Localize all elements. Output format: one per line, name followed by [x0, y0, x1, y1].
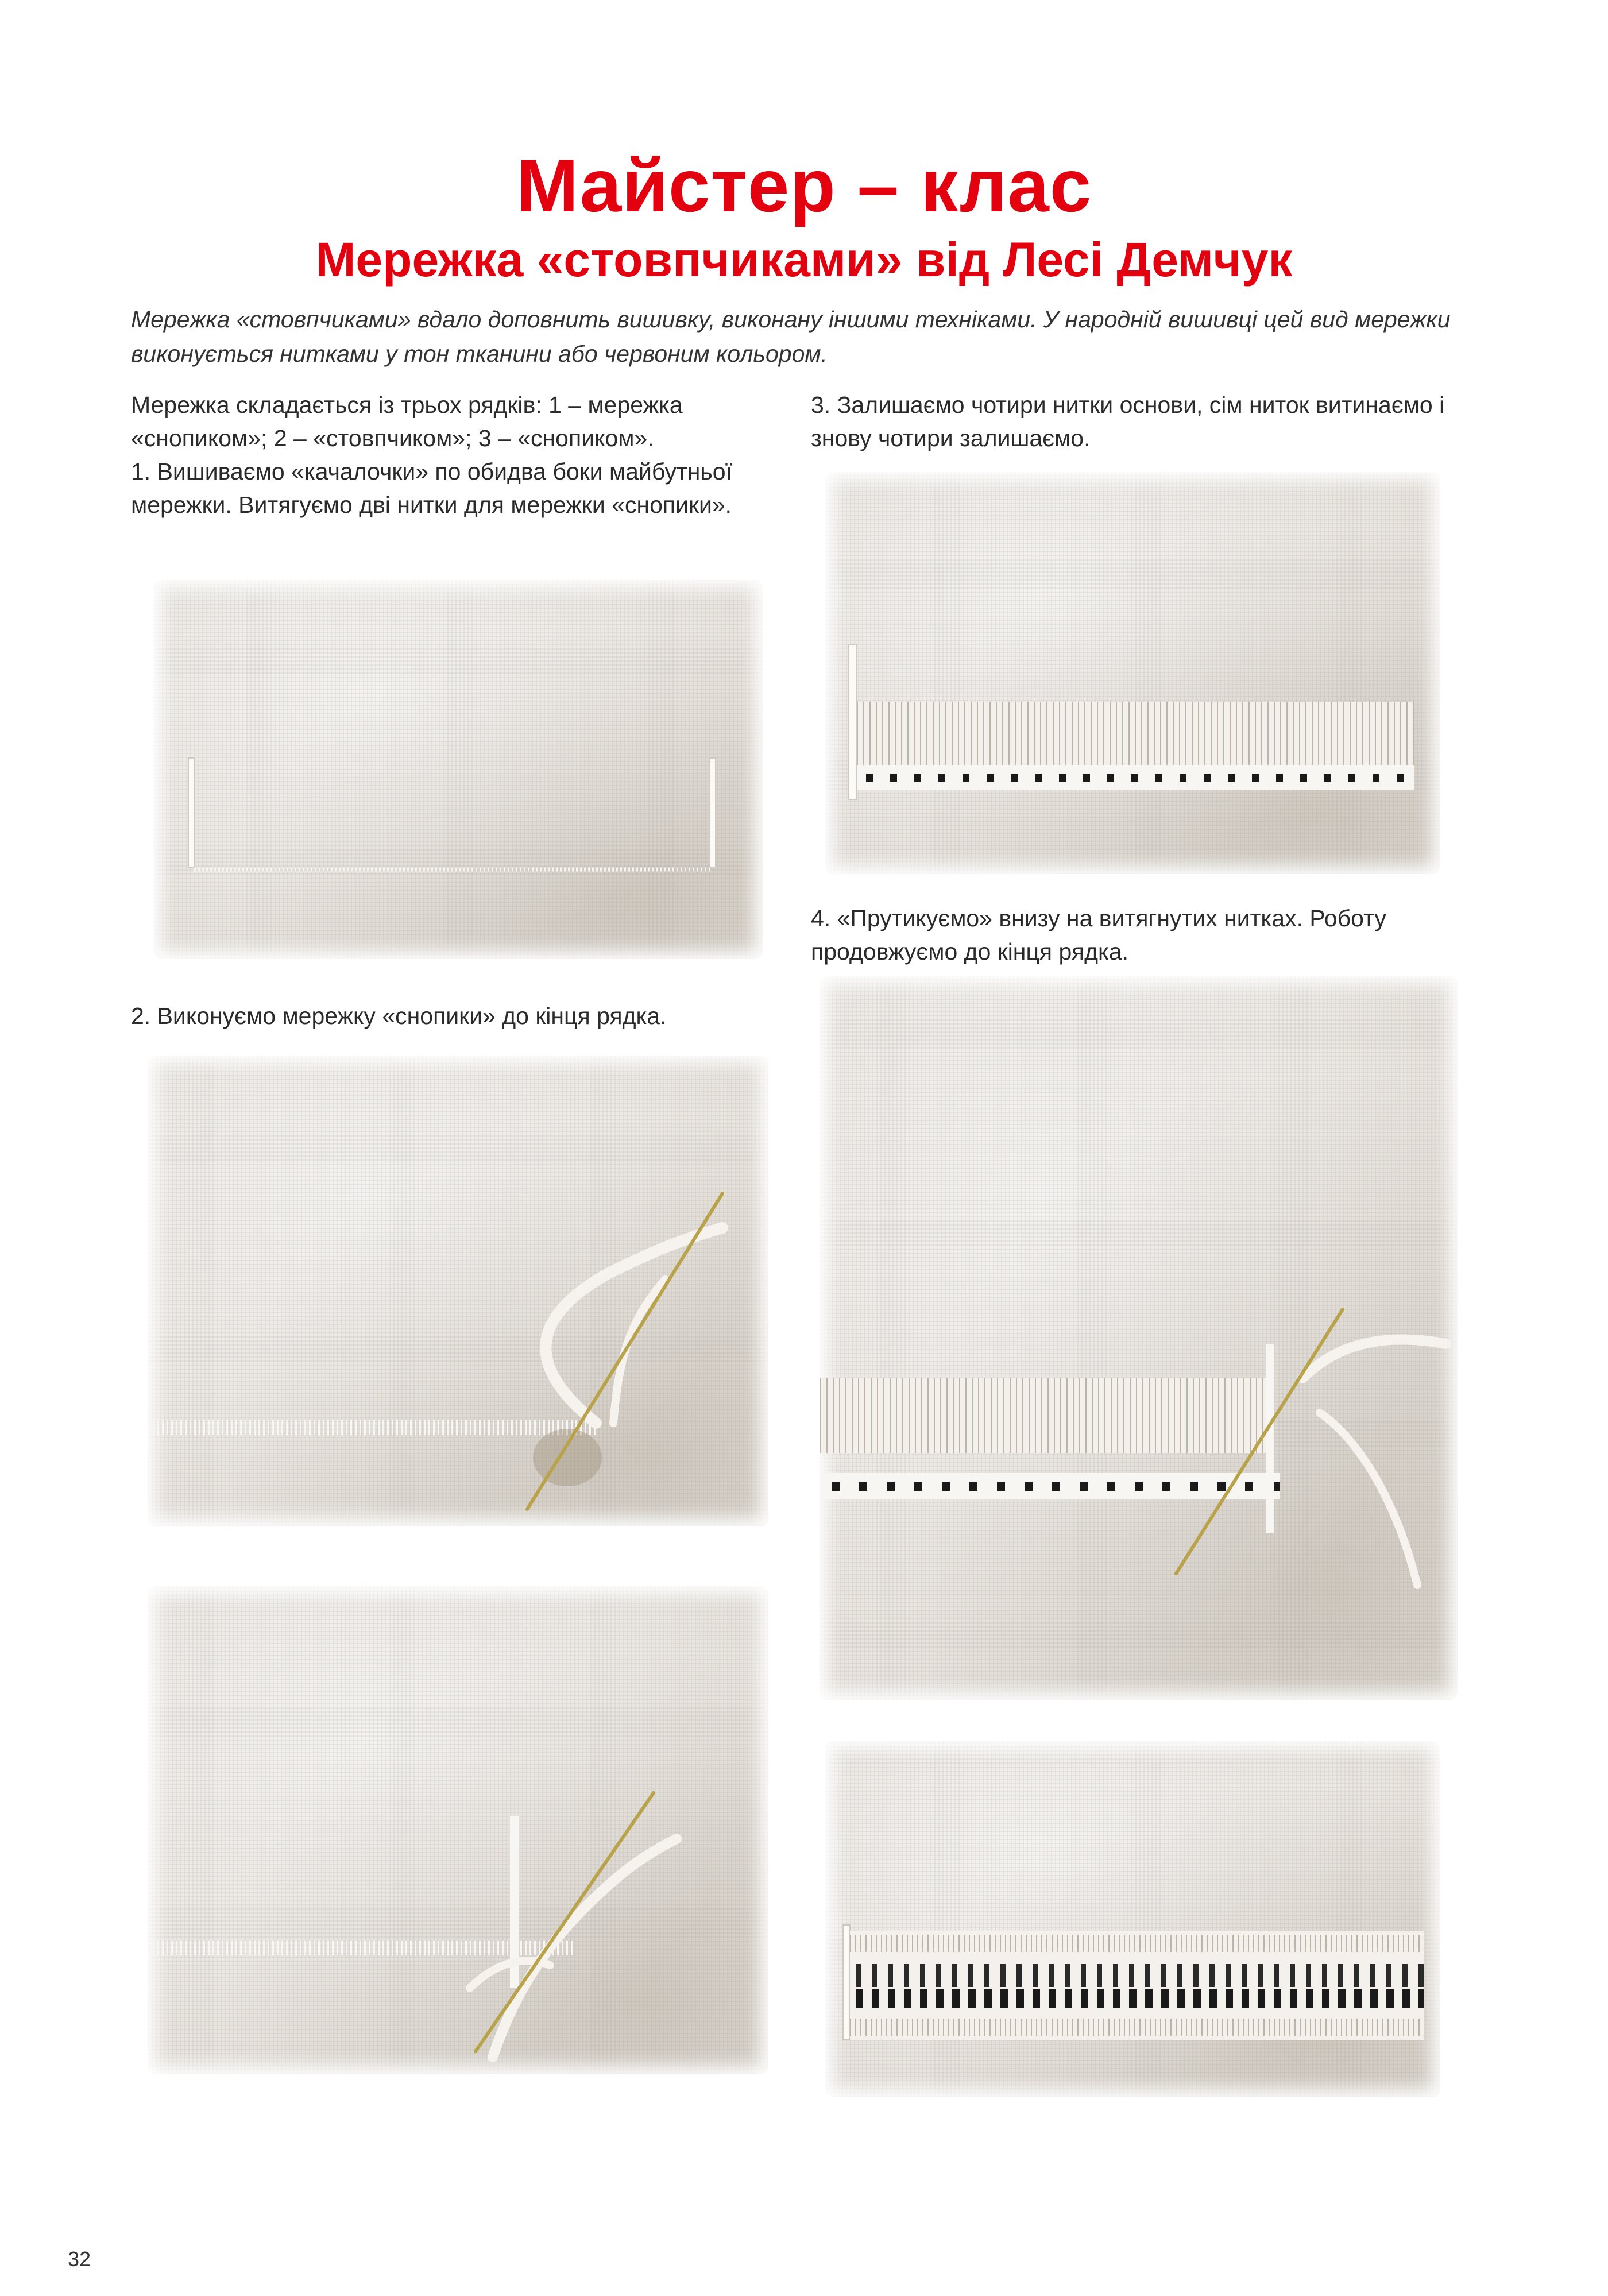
fabric-shadow: [533, 1429, 602, 1486]
step3-text: 3. Залишаємо чотири нитки основи, сім ниток витинаємо і знову чотири залишаємо.: [811, 392, 1445, 451]
kachalochka-left: [188, 758, 194, 867]
photo-step3: [826, 472, 1440, 874]
photo-step4-drawing: [820, 976, 1458, 1700]
kachalochka-right: [710, 758, 716, 867]
step2-text: 2. Виконуємо мережку «снопики» до кінця рядка.: [131, 1003, 667, 1029]
step4-text: 4. «Прутикуємо» внизу на витягнутих нитках. Роботу продовжуємо до кінця рядка.: [811, 905, 1386, 965]
photo-step2: [148, 1056, 768, 1526]
kachalochka: [1266, 1344, 1274, 1533]
photo-finished-drawing: [826, 1741, 1440, 2097]
kachalochka-left: [843, 1925, 850, 2040]
page-number: 32: [68, 2247, 91, 2271]
page-title: Майстер – клас: [516, 144, 1092, 227]
photo-finished: [826, 1741, 1440, 2097]
photo-step1: [154, 580, 763, 959]
photo-step2b: [148, 1586, 768, 2074]
photo-step1-drawing: [154, 580, 763, 959]
photo-step2-drawing: [148, 1056, 768, 1526]
photo-step2b-drawing: [148, 1586, 768, 2074]
needle: [527, 1193, 722, 1509]
page-subtitle: Мережка «стовпчиками» від Лесі Демчук: [315, 233, 1293, 287]
intro-paragraph: Мережка «стовпчиками» вдало доповнить вишивку, виконану іншими техніками. У народній вишивці цей вид мережки виконується нитками у тон тканини або червоним кольором.: [131, 306, 1451, 367]
kachalochka-left: [849, 644, 857, 799]
thread-2: [1320, 1413, 1417, 1585]
step1-text: 1. Вишиваємо «качалочки» по обидва боки майбутньої мережки. Витягуємо дві нитки для мережки «снопики».: [131, 458, 732, 518]
photo-step4: [820, 976, 1458, 1700]
needle: [476, 1793, 654, 2051]
composition-text: Мережка складається із трьох рядків: 1 – мережка «снопиком»; 2 – «стовпчиком»; 3 – «снопиком».: [131, 392, 683, 451]
photo-step3-drawing: [826, 472, 1440, 874]
thread: [1302, 1340, 1446, 1379]
drawn-thread-band: [820, 1378, 1268, 1453]
